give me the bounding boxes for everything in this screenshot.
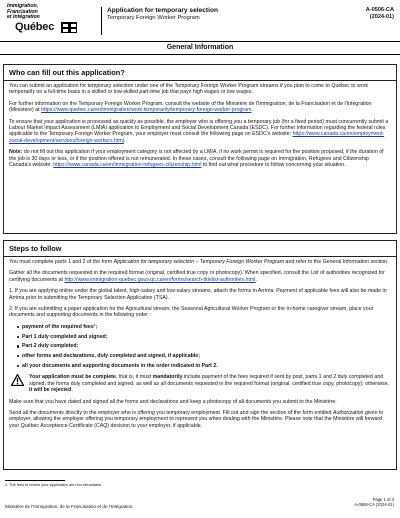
who-can-apply-section	[3, 64, 397, 234]
ministere-tfwp-link[interactable]: https://www.quebec.ca/en/immigration/work-temporarily/temporary-foreign-worker-program	[41, 107, 252, 114]
footnote-rule	[5, 480, 65, 481]
quebec-logo: Immigration, Francisation et Intégration Québec	[7, 4, 77, 40]
fleur-de-lis-flag-icon	[61, 22, 77, 33]
who-paragraph-3: To ensure that your application is processed as quickly as possible, the employer who is offering you a temporary job (for a fixed period) must concurrently submit a Labour Market Impact Assessment (LMIA) application to Employment and Social Development Canada (ESDC). For further information regarding the federal rules applicable to the Temporary Foreign Worker Program, your employer must consult the following page on ESDC's website: https://www.canada.ca/en/employment-social-development/services/foreign-workers.html.	[9, 118, 389, 144]
header-divider	[101, 7, 102, 35]
footer-form-code: A-0506-CA (2024-01)	[354, 502, 394, 508]
form-code: A-0506-CA (2024-01)	[365, 7, 394, 20]
footnote: 1. The fees to review your application are non-refundable.	[5, 483, 103, 487]
who-paragraph-1: You can submit an application for temporary selection under one of the Temporary Foreign Worker Program streams if you plan to come to Québec to work temporarily on a full-time basis in a skilled or low-skilled part-time job that pays high wages or low wages.	[9, 83, 369, 96]
page-number: Page 1 of 3	[372, 497, 394, 502]
section-title: General Information	[166, 44, 234, 51]
who-paragraph-2: For further information on the Temporary Foreign Worker Program, consult the website of the Ministère de l'Immigration, de la Francisation et de l'Intégration (Ministère) at https://www.quebec.ca/en/immigration/work-temporarily/temporary-foreign-worker-program.	[9, 100, 372, 114]
list-item: Part 2 duly completed;	[17, 343, 391, 349]
form-subtitle: Temporary Foreign Worker Program	[107, 15, 200, 21]
page-footer-info	[354, 497, 394, 507]
document-order-list	[9, 324, 391, 370]
footer-ministry: Ministère de l'Immigration, de la Francisation et de l'Intégration	[5, 504, 133, 509]
header-rule	[0, 41, 400, 42]
steps-paper-paragraph: 2. If you are submitting a paper application for the Agricultural stream, the Seasonal Agricultural Worker Program or the In-home caregiver stream, place your documents and supporting documents in the following order :	[9, 306, 374, 319]
ircc-link[interactable]: https://www.canada.ca/en/immigration-refugees-citizenship.html	[53, 162, 202, 169]
warning-icon	[11, 374, 24, 386]
section-title-rule	[0, 54, 400, 55]
list-item: other forms and declarations, duly completed and signed, if applicable;	[17, 353, 391, 359]
form-title: Application for temporary selection	[107, 7, 219, 14]
who-heading: Who can fill out this application?	[4, 65, 396, 81]
list-item: payment of the required fees¹;	[17, 324, 391, 330]
steps-paragraph-2: Gather all the documents requested in the required format (original, certified true copy or photocopy). When specified, consult the List of authorities recognized for certifying documents at http://www.immigration-quebec.gouv.qc.ca/en/forms/search-titlelist-authorities.html.	[9, 270, 385, 283]
steps-section	[3, 240, 397, 470]
authorities-list-link[interactable]: http://www.immigration-quebec.gouv.qc.ca/en/forms/search-titlelist-authorities.html	[64, 276, 256, 283]
esdc-foreign-workers-link[interactable]: https://www.canada.ca/en/employment-social-development/services/foreign-workers.html	[9, 131, 385, 144]
logo-wordmark: Québec	[15, 21, 55, 33]
list-item: Part 1 duly completed and signed;	[17, 334, 391, 340]
steps-send-documents: Send all the documents directly to the employer who is offering you temporary employment. Fill out and sign the section of the form entitled Authorization given to employer, allowing the employer offering you temporary employment to represent you when dealing with the Ministère. Please note that the Ministère will forward your Québec Acceptance Certificate (CAQ) decision to your employer, if applicable.	[9, 410, 384, 429]
steps-heading: Steps to follow	[4, 241, 396, 257]
who-note: Note: do not fill out this application if your employment category is not affected by a LMIA, if no work permit is required for the position proposed, if the duration of the job is 30 days or less, or if the position offered is not remunerated. In these cases, consult the following page on Immigration, Refugees and Citizenship Canada's website: https://www.canada.ca/en/immigration-refugees-citizenship.html to find out what procedure to follow concerning your situation.	[9, 149, 384, 169]
steps-online-paragraph: 1. If you are applying online under the global talent, high-salary and low-salary streams, attach the forms in Arrima. Payment of applicable fees will also be made in Arrima prior to submitting the Temporary Selection Application (TSA).	[9, 288, 387, 301]
list-item: all your documents and supporting documents in the order indicated in Part 2.	[17, 363, 391, 369]
completeness-warning: Your application must be complete, that is, it must mandatorily include payment of the fees required if sent by post, parts 1 and 2 duly completed and signed, the forms duly completed and signed, as well as all documents requested in the required format (original, certified true copy, photocopy); otherwise, it will be rejected.	[9, 374, 391, 393]
steps-keep-copies: Make sure that you have dated and signed all the forms and declarations and keep a photocopy of all documents you submit to the Ministère.	[9, 398, 337, 405]
steps-paragraph-1: You must complete parts 1 and 2 of the form Application for temporary selection – Temporary Foreign Worker Program and refer to the General Information section.	[9, 259, 389, 265]
form-header	[0, 0, 400, 40]
